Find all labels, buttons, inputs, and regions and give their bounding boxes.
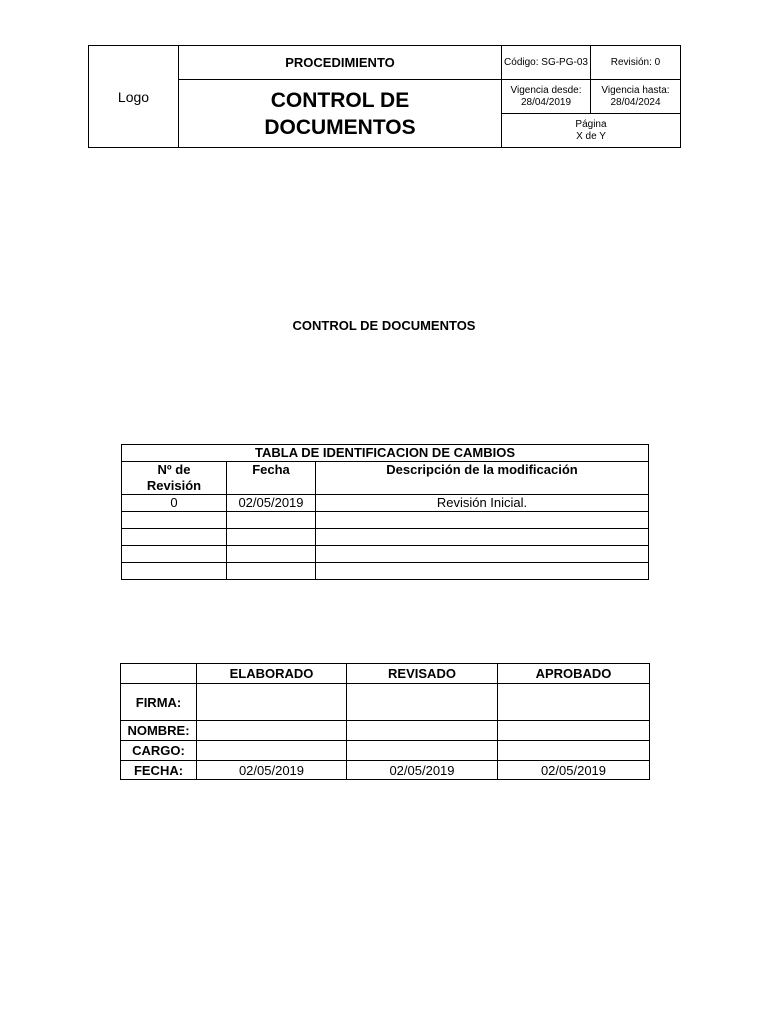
description-cell <box>316 546 649 563</box>
valid-from <box>502 80 591 114</box>
revision-number: Revisión: 0 <box>591 46 681 80</box>
description-cell <box>316 512 649 529</box>
row-label-position: CARGO: <box>121 741 197 761</box>
document-title-line2: DOCUMENTOS <box>264 115 416 139</box>
revision-cell <box>122 529 227 546</box>
corner-cell <box>121 664 197 684</box>
date-approved: 02/05/2019 <box>498 761 650 780</box>
description-cell: Revisión Inicial. <box>316 495 649 512</box>
date-cell: 02/05/2019 <box>227 495 316 512</box>
col-header-description: Descripción de la modificación <box>316 462 649 495</box>
table-row <box>122 512 649 529</box>
document-title-line1: CONTROL DE <box>270 88 410 112</box>
logo-placeholder: Logo <box>89 46 179 148</box>
col-header-approved: APROBADO <box>498 664 650 684</box>
valid-to-date: 28/04/2024 <box>610 96 661 108</box>
changes-table <box>121 444 649 580</box>
document-header <box>88 45 681 148</box>
page-label: Página <box>575 118 607 130</box>
table-row <box>122 495 649 512</box>
name-approved-field[interactable] <box>498 721 650 741</box>
name-reviewed-field[interactable] <box>347 721 498 741</box>
description-cell <box>316 529 649 546</box>
revision-cell <box>122 546 227 563</box>
date-cell <box>227 529 316 546</box>
revision-cell <box>122 563 227 580</box>
table-row <box>122 563 649 580</box>
date-cell <box>227 563 316 580</box>
col-header-date: Fecha <box>227 462 316 495</box>
procedure-label: PROCEDIMIENTO <box>179 46 502 80</box>
description-cell <box>316 563 649 580</box>
document-title <box>179 80 502 148</box>
page-number <box>502 114 681 148</box>
date-reviewed: 02/05/2019 <box>347 761 498 780</box>
row-label-signature: FIRMA: <box>121 684 197 721</box>
valid-from-label: Vigencia desde: <box>510 84 582 96</box>
col-header-reviewed: REVISADO <box>347 664 498 684</box>
table-row <box>122 529 649 546</box>
date-cell <box>227 512 316 529</box>
signature-elaborated-field[interactable] <box>197 684 347 721</box>
position-elaborated-field[interactable] <box>197 741 347 761</box>
changes-table-caption: TABLA DE IDENTIFICACION DE CAMBIOS <box>122 445 649 462</box>
valid-to <box>591 80 681 114</box>
col-header-elaborated: ELABORADO <box>197 664 347 684</box>
name-elaborated-field[interactable] <box>197 721 347 741</box>
page-value: X de Y <box>576 130 606 142</box>
row-label-name: NOMBRE: <box>121 721 197 741</box>
revision-cell <box>122 512 227 529</box>
table-row <box>122 546 649 563</box>
col-header-revision-line2: Revisión <box>146 478 202 493</box>
document-code: Código: SG-PG-03 <box>502 46 591 80</box>
signature-approved-field[interactable] <box>498 684 650 721</box>
col-header-revision <box>122 462 227 495</box>
revision-cell: 0 <box>122 495 227 512</box>
col-header-revision-line1: Nº de <box>157 462 191 477</box>
position-reviewed-field[interactable] <box>347 741 498 761</box>
page-title: CONTROL DE DOCUMENTOS <box>292 318 476 333</box>
position-approved-field[interactable] <box>498 741 650 761</box>
signature-table <box>120 663 650 780</box>
date-elaborated: 02/05/2019 <box>197 761 347 780</box>
date-cell <box>227 546 316 563</box>
valid-to-label: Vigencia hasta: <box>601 84 670 96</box>
row-label-date: FECHA: <box>121 761 197 780</box>
valid-from-date: 28/04/2019 <box>520 96 572 108</box>
signature-reviewed-field[interactable] <box>347 684 498 721</box>
